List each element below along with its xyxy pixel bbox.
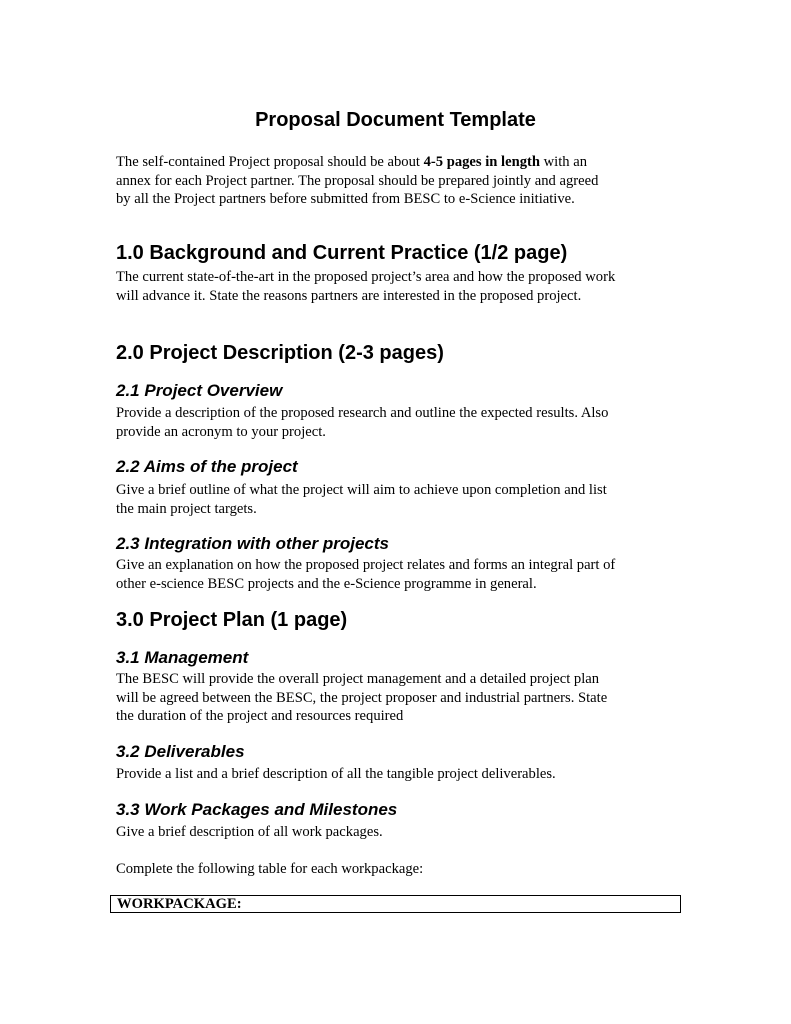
section-2-3-line-1: Give an explanation on how the proposed project relates and forms an integral part of	[116, 557, 616, 573]
intro-text-bold: 4-5 pages in length	[423, 154, 540, 170]
intro-line-2: annex for each Project partner. The proposal should be prepared jointly and agreed	[116, 172, 599, 189]
section-2-heading: 2.0 Project Description (2-3 pages)	[116, 342, 444, 364]
section-3-2-line-1: Provide a list and a brief description of all the tangible project deliverables.	[116, 766, 556, 782]
section-2-3-paragraph	[116, 556, 676, 593]
section-2-2-paragraph	[116, 481, 676, 518]
section-3-3-paragraph	[116, 823, 676, 842]
table-intro-paragraph	[116, 860, 676, 879]
section-3-2-heading: 3.2 Deliverables	[116, 742, 245, 761]
section-2-1-paragraph	[116, 404, 676, 441]
document-title: Proposal Document Template	[255, 109, 536, 131]
section-2-2-heading: 2.2 Aims of the project	[116, 457, 298, 476]
workpackage-table-header: WORKPACKAGE:	[117, 896, 242, 912]
section-2-1-line-2: provide an acronym to your project.	[116, 423, 326, 440]
section-2-1-heading: 2.1 Project Overview	[116, 381, 283, 400]
table-intro-line: Complete the following table for each workpackage:	[116, 861, 424, 877]
section-2-2-line-1: Give a brief outline of what the project will aim to achieve upon completion and list	[116, 482, 607, 498]
section-1-line-1: The current state-of-the-art in the proposed project’s area and how the proposed work	[116, 269, 616, 285]
section-1-paragraph	[116, 268, 676, 305]
section-2-2-line-2: the main project targets.	[116, 500, 257, 517]
section-3-1-line-1: The BESC will provide the overall project management and a detailed project plan	[116, 671, 600, 687]
section-3-3-line-1: Give a brief description of all work packages.	[116, 824, 383, 840]
intro-line-3: by all the Project partners before submitted from BESC to e-Science initiative.	[116, 191, 575, 208]
section-3-1-line-2: will be agreed between the BESC, the project proposer and industrial partners. State	[116, 689, 608, 706]
section-3-1-heading: 3.1 Management	[116, 648, 249, 667]
section-1-line-2: will advance it. State the reasons partners are interested in the proposed project.	[116, 287, 582, 304]
workpackage-table	[110, 895, 681, 913]
intro-line-1	[116, 153, 676, 172]
section-1-heading: 1.0 Background and Current Practice (1/2 page)	[116, 242, 568, 264]
section-3-2-paragraph	[116, 765, 676, 784]
intro-text-pre: The self-contained Project proposal should be about	[116, 154, 424, 170]
intro-text-post: with an	[539, 154, 587, 170]
section-3-3-heading: 3.3 Work Packages and Milestones	[116, 800, 398, 819]
section-2-3-line-2: other e-science BESC projects and the e-Science programme in general.	[116, 575, 537, 592]
section-2-3-heading: 2.3 Integration with other projects	[116, 534, 389, 553]
section-3-1-line-3: the duration of the project and resources required	[116, 708, 404, 725]
section-3-1-paragraph	[116, 670, 676, 726]
section-3-heading: 3.0 Project Plan (1 page)	[116, 609, 348, 631]
section-2-1-line-1: Provide a description of the proposed research and outline the expected results. Also	[116, 405, 609, 421]
intro-paragraph	[116, 153, 676, 209]
